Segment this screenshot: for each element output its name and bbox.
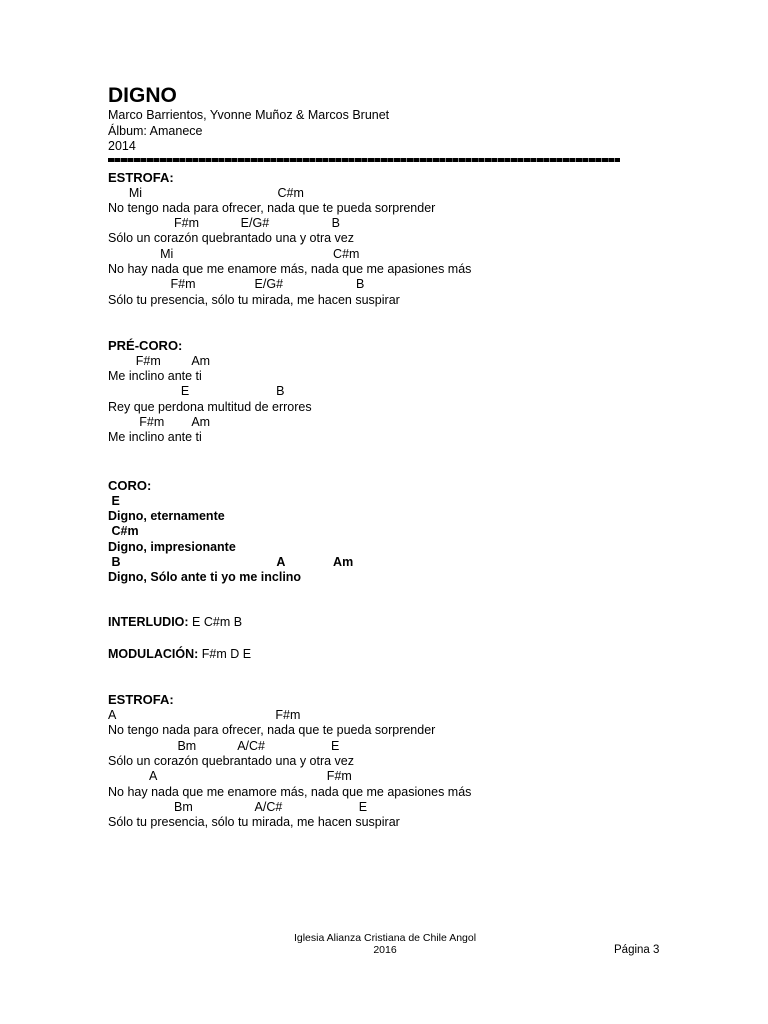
page-number: Página 3: [614, 944, 660, 956]
song-year: 2014: [108, 139, 136, 153]
chord-line: F#m Am: [108, 353, 211, 368]
footer: [260, 932, 510, 956]
footer-year: 2016: [373, 944, 397, 956]
lyric-line: Sólo tu presencia, sólo tu mirada, me hacen suspirar: [108, 292, 400, 307]
chord-line: Mi C#m: [108, 185, 304, 200]
lyric-line: Digno, eternamente: [108, 508, 225, 523]
divider: [108, 158, 620, 162]
lyric-line: Digno, impresionante: [108, 539, 236, 554]
chord-line: A F#m: [108, 769, 352, 784]
chord-line: Mi C#m: [108, 246, 360, 261]
lyric-line: Me inclino ante ti: [108, 430, 202, 445]
section-heading: PRÉ-CORO:: [108, 337, 183, 353]
chord-line: E B: [108, 384, 285, 399]
section-heading: CORO:: [108, 477, 152, 493]
lyric-line: Sólo tu presencia, sólo tu mirada, me hacen suspirar: [108, 815, 400, 830]
interludio: [108, 615, 628, 630]
section-estrofa-1: [108, 170, 628, 308]
lyric-line: Sólo un corazón quebrantado una y otra vez: [108, 753, 355, 768]
chord-line: E: [108, 493, 120, 508]
chord-line: F#m E/G# B: [108, 277, 365, 292]
section-coro: [108, 478, 628, 586]
lyric-line: Rey que perdona multitud de errores: [108, 399, 312, 414]
modulacion-chords: F#m D E: [198, 646, 252, 661]
chord-line: Bm A/C# E: [108, 738, 340, 753]
modulacion-label: MODULACIÓN:: [108, 646, 199, 661]
chord-line: B A Am: [108, 554, 354, 569]
chord-line: F#m Am: [108, 415, 211, 430]
section-heading: ESTROFA:: [108, 169, 174, 185]
chord-line: C#m: [108, 524, 139, 539]
lyric-line: No tengo nada para ofrecer, nada que te pueda sorprender: [108, 200, 436, 215]
footer-church: Iglesia Alianza Cristiana de Chile Angol: [293, 932, 477, 944]
lyric-line: Sólo un corazón quebrantado una y otra vez: [108, 231, 355, 246]
lyric-line: Me inclino ante ti: [108, 369, 202, 384]
song-authors: Marco Barrientos, Yvonne Muñoz & Marcos Brunet: [108, 108, 390, 122]
section-estrofa-2: [108, 692, 628, 830]
chord-line: Bm A/C# E: [108, 799, 368, 814]
song-sheet: [108, 84, 628, 830]
interludio-label: INTERLUDIO:: [108, 615, 189, 630]
chord-line: F#m E/G# B: [108, 216, 340, 231]
modulacion: [108, 647, 628, 662]
section-heading: ESTROFA:: [108, 692, 174, 708]
chord-line: A F#m: [108, 708, 301, 723]
song-title: DIGNO: [108, 84, 177, 107]
section-precoro: [108, 338, 628, 446]
lyric-line: Digno, Sólo ante ti yo me inclino: [108, 570, 302, 585]
interludio-chords: E C#m B: [188, 615, 243, 630]
song-album: Álbum: Amanece: [108, 123, 203, 138]
lyric-line: No tengo nada para ofrecer, nada que te pueda sorprender: [108, 723, 436, 738]
lyric-line: No hay nada que me enamore más, nada que me apasiones más: [108, 784, 472, 799]
lyric-line: No hay nada que me enamore más, nada que me apasiones más: [108, 261, 472, 276]
